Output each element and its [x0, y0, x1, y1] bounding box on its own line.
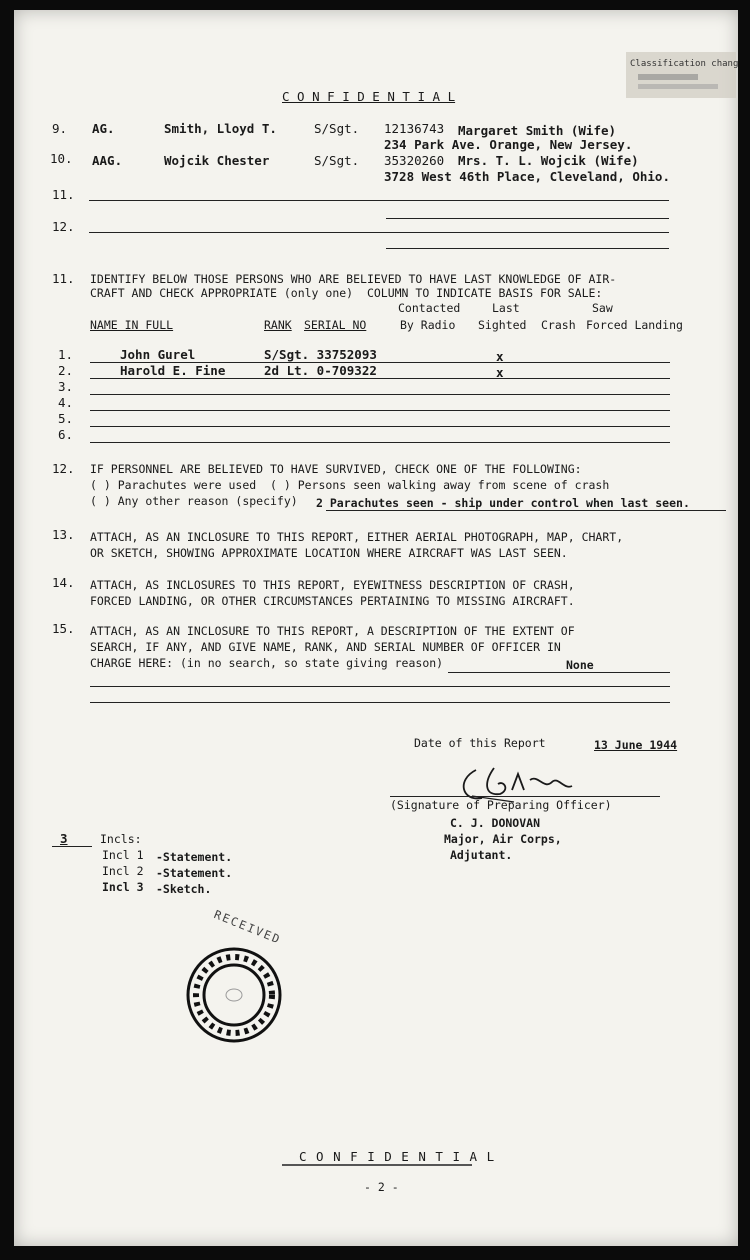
crew-number: 11. — [52, 187, 75, 202]
page-number: - 2 - — [364, 1180, 399, 1194]
section-text: ( ) Parachutes were used ( ) Persons seen walking away from scene of crash — [90, 478, 610, 492]
blank-line — [448, 672, 670, 673]
document-page — [14, 10, 738, 1246]
received-stamp-text: RECEIVED — [211, 907, 284, 947]
column-header: Saw — [592, 301, 613, 315]
page-title: C O N F I D E N T I A L — [282, 89, 456, 104]
column-header: Last — [492, 301, 520, 315]
column-header: RANK — [264, 318, 292, 332]
blank-line — [90, 686, 670, 687]
crew-name: Smith, Lloyd T. — [164, 121, 277, 136]
witness-name: John Gurel — [120, 347, 196, 362]
section-number: 14. — [52, 575, 75, 590]
section-number: 11. — [52, 271, 75, 286]
crew-code: AG. — [92, 121, 115, 136]
witness-mark: x — [496, 365, 504, 380]
inclosure-desc: -Statement. — [156, 866, 233, 880]
witness-rank-serial: 2d Lt. 0-709322 — [264, 363, 377, 378]
officer-rank: Major, Air Corps, — [444, 832, 562, 846]
crew-next-of-kin: Mrs. T. L. Wojcik (Wife) — [458, 153, 639, 168]
classification-stamp-text: Classification changed — [630, 59, 738, 69]
crew-serial: 12136743 — [384, 121, 445, 136]
blank-line — [89, 232, 669, 233]
crew-number: 9. — [52, 121, 68, 136]
column-header: SERIAL NO — [304, 318, 367, 332]
blank-line — [90, 426, 670, 427]
inclosure-label: Incl 1 — [102, 848, 144, 862]
signature-caption: (Signature of Preparing Officer) — [390, 798, 612, 812]
circular-stamp — [184, 945, 284, 1045]
footer-confidential: C O N F I D E N T I A L — [299, 1149, 496, 1164]
column-header: Crash — [541, 318, 576, 332]
row-number: 1. — [58, 347, 74, 362]
section-number: 12. — [52, 461, 75, 476]
crew-next-of-kin: Margaret Smith (Wife) — [458, 123, 617, 138]
report-date: 13 June 1944 — [594, 738, 678, 752]
crew-rank: S/Sgt. — [314, 121, 360, 136]
inclosure-desc: -Statement. — [156, 850, 233, 864]
survival-reason: 2 Parachutes seen - ship under control when last seen. — [316, 496, 690, 510]
officer-name: C. J. DONOVAN — [450, 816, 541, 830]
blank-line — [52, 846, 92, 847]
footer-underline — [282, 1164, 472, 1166]
crew-address: 3728 West 46th Place, Cleveland, Ohio. — [384, 169, 670, 184]
crew-number: 12. — [52, 219, 75, 234]
section-text: CHARGE HERE: (in no search, so state giving reason) — [90, 656, 444, 670]
inclosure-desc: -Sketch. — [156, 882, 212, 896]
row-number: 6. — [58, 427, 74, 442]
date-label: Date of this Report — [414, 736, 546, 750]
column-header: By Radio — [400, 318, 456, 332]
section-text: ( ) Any other reason (specify) — [90, 494, 298, 508]
row-number: 2. — [58, 363, 74, 378]
column-header: Sighted — [478, 318, 527, 332]
column-header: Forced Landing — [586, 318, 683, 332]
inclosure-label: Incl 3 — [102, 880, 144, 894]
signature-line — [390, 796, 660, 797]
crew-code: AAG. — [92, 153, 123, 168]
blank-line — [386, 218, 669, 219]
section-text: OR SKETCH, SHOWING APPROXIMATE LOCATION WHERE AIRCRAFT WAS LAST SEEN. — [90, 546, 568, 560]
officer-title: Adjutant. — [450, 848, 513, 862]
section-text: FORCED LANDING, OR OTHER CIRCUMSTANCES PERTAINING TO MISSING AIRCRAFT. — [90, 594, 575, 608]
blank-line — [90, 394, 670, 395]
crew-address: 234 Park Ave. Orange, New Jersey. — [384, 137, 633, 152]
blank-line — [90, 410, 670, 411]
section-text: CRAFT AND CHECK APPROPRIATE (only one) COLUMN TO INDICATE BASIS FOR SALE: — [90, 286, 603, 300]
section-number: 15. — [52, 621, 75, 636]
crew-serial: 35320260 — [384, 153, 445, 168]
crew-number: 10. — [50, 151, 73, 166]
witness-name: Harold E. Fine — [120, 363, 226, 378]
section-text: ATTACH, AS AN INCLOSURE TO THIS REPORT, A DESCRIPTION OF THE EXTENT OF — [90, 624, 575, 638]
blank-line — [90, 442, 670, 443]
crew-name: Wojcik Chester — [164, 153, 270, 168]
blank-line — [89, 200, 669, 201]
row-number: 3. — [58, 379, 74, 394]
inclosure-count: 3 — [60, 831, 68, 846]
classification-stamp — [618, 50, 738, 100]
inclosure-label: Incl 2 — [102, 864, 144, 878]
inclosures-label: Incls: — [100, 832, 142, 846]
section-text: SEARCH, IF ANY, AND GIVE NAME, RANK, AND SERIAL NUMBER OF OFFICER IN — [90, 640, 561, 654]
section-number: 13. — [52, 527, 75, 542]
section-text: ATTACH, AS AN INCLOSURE TO THIS REPORT, EITHER AERIAL PHOTOGRAPH, MAP, CHART, — [90, 530, 624, 544]
crew-rank: S/Sgt. — [314, 153, 360, 168]
section-text: IF PERSONNEL ARE BELIEVED TO HAVE SURVIVED, CHECK ONE OF THE FOLLOWING: — [90, 462, 582, 476]
blank-line — [326, 510, 726, 511]
section-text: IDENTIFY BELOW THOSE PERSONS WHO ARE BELIEVED TO HAVE LAST KNOWLEDGE OF AIR- — [90, 272, 617, 286]
blank-line — [386, 248, 669, 249]
row-number: 4. — [58, 395, 74, 410]
section-text: ATTACH, AS INCLOSURES TO THIS REPORT, EYEWITNESS DESCRIPTION OF CRASH, — [90, 578, 575, 592]
search-answer: None — [566, 658, 594, 672]
column-header: NAME IN FULL — [90, 318, 174, 332]
witness-rank-serial: S/Sgt. 33752093 — [264, 347, 377, 362]
blank-line — [90, 702, 670, 703]
column-header: Contacted — [398, 301, 461, 315]
row-number: 5. — [58, 411, 74, 426]
witness-mark: x — [496, 349, 504, 364]
blank-line — [90, 378, 670, 379]
